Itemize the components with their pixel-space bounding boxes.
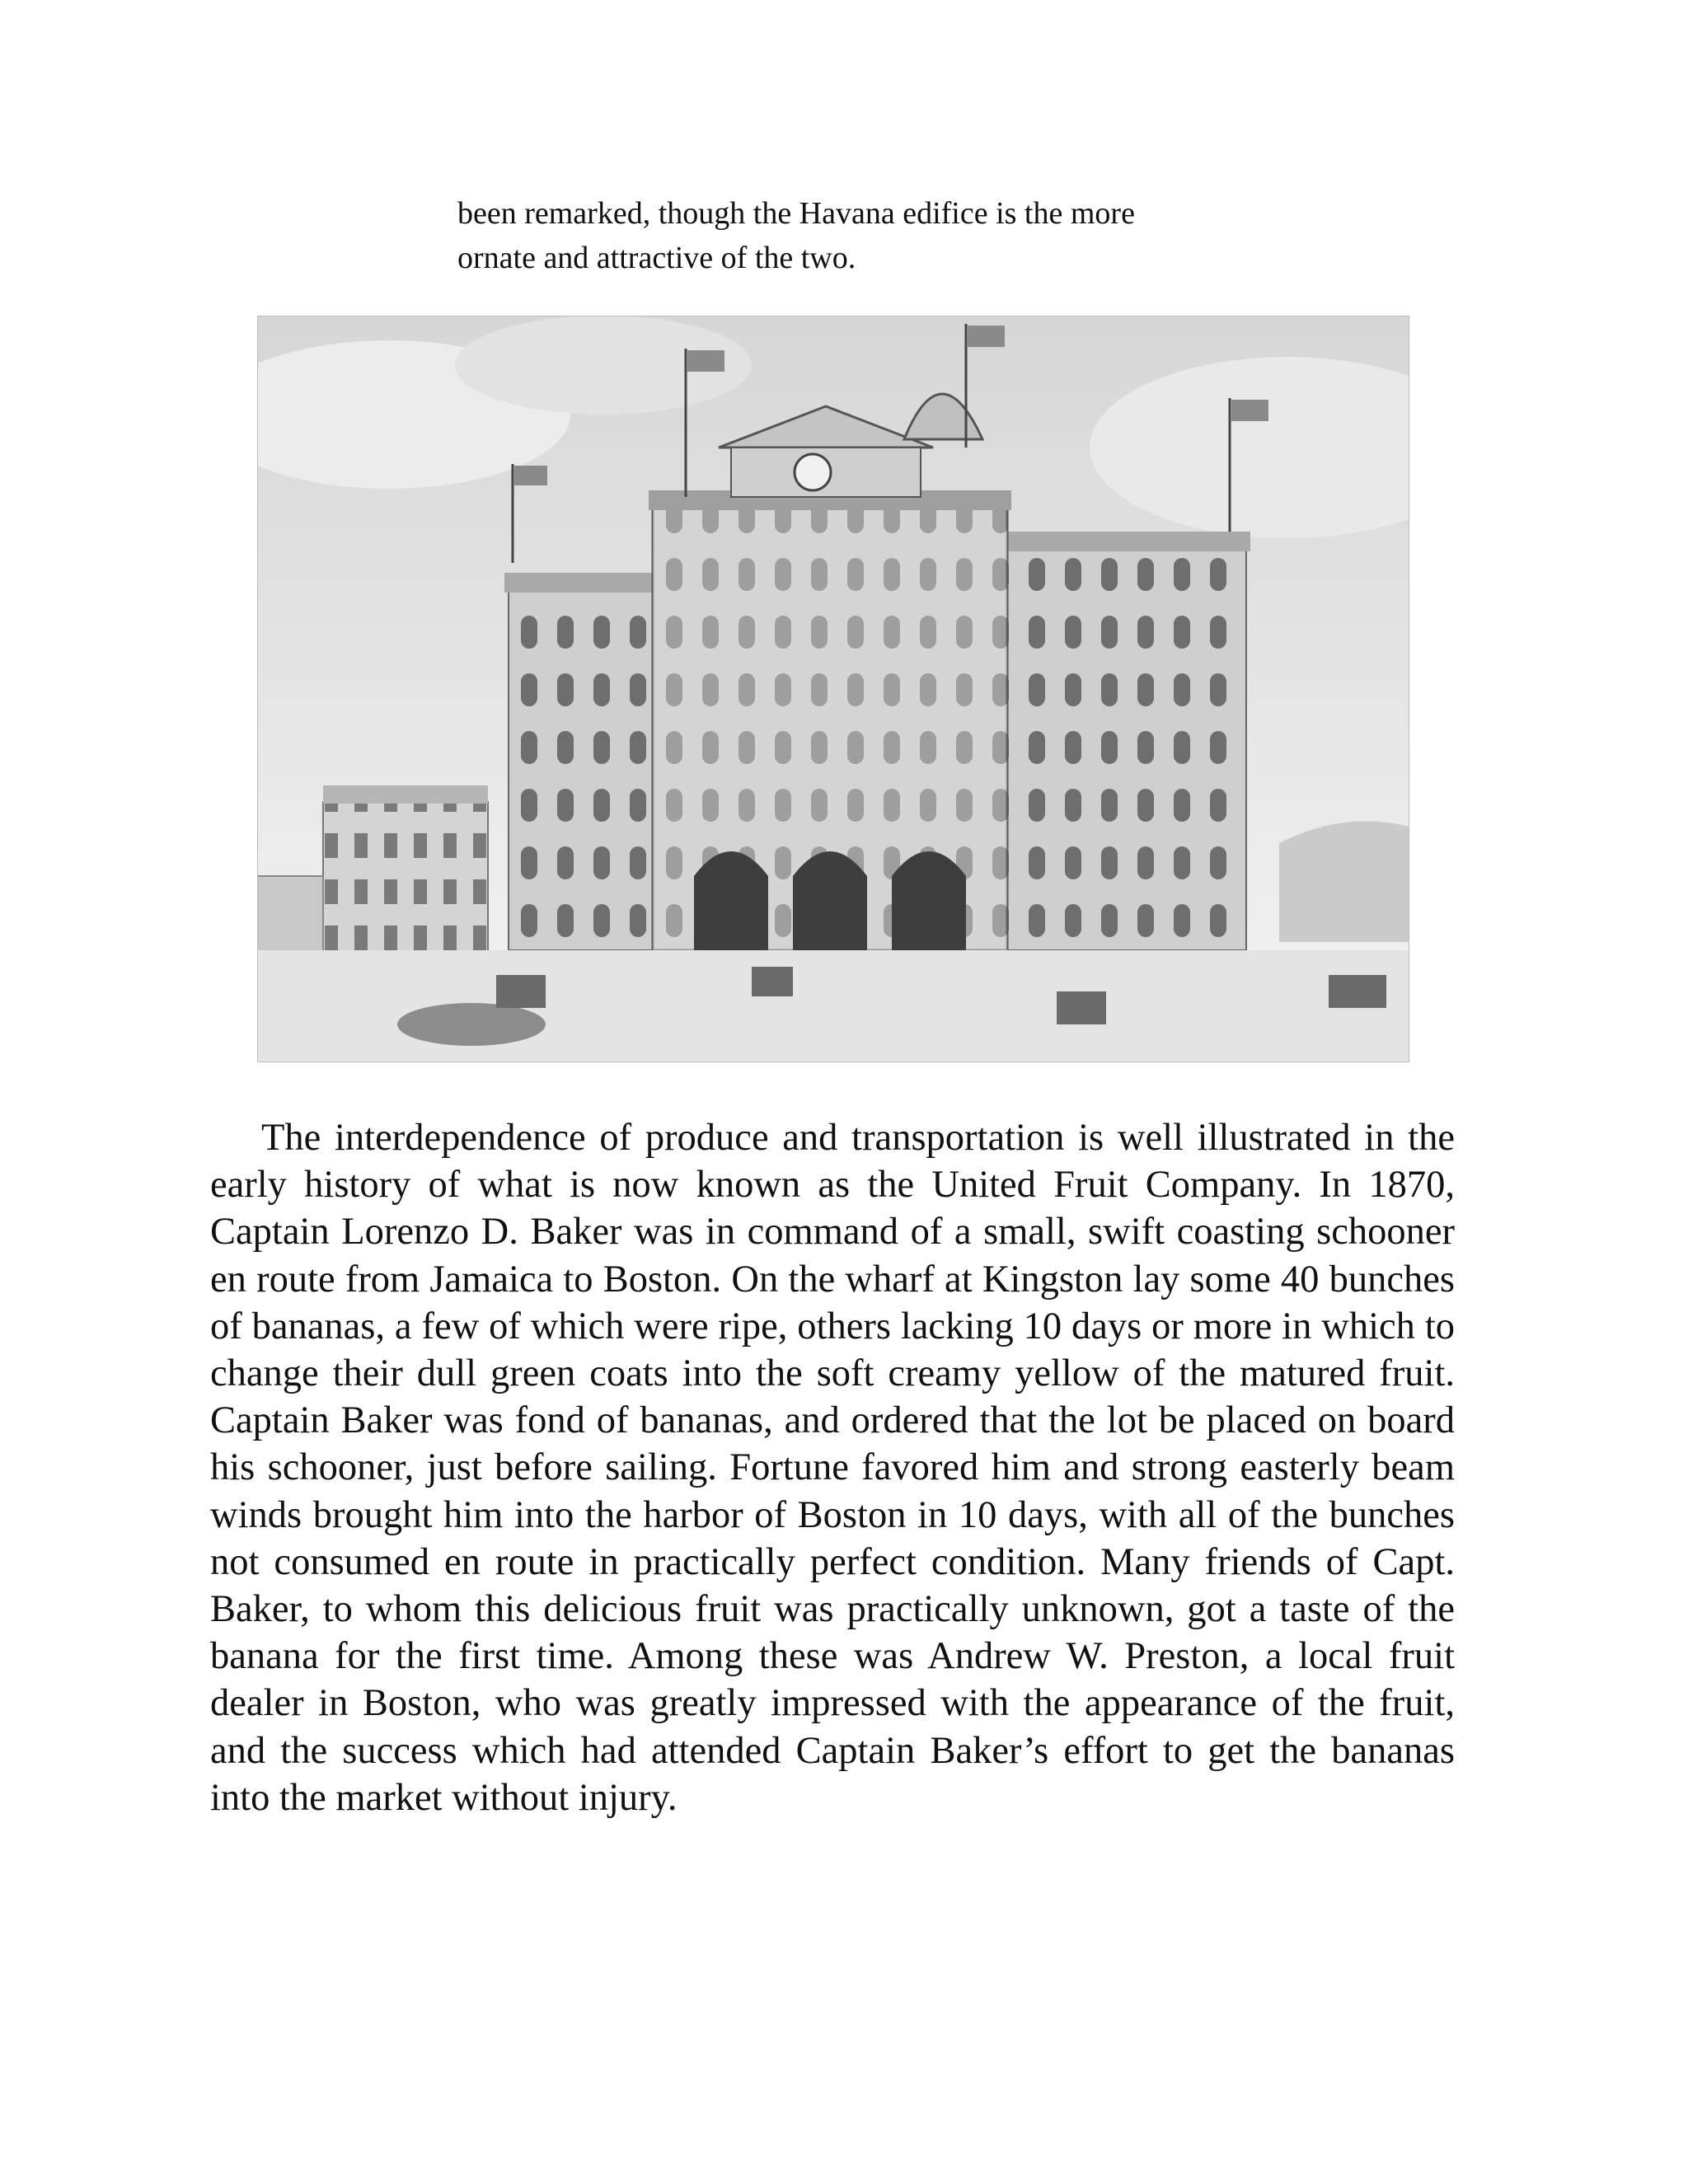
caption-line-1: been remarked, though the Havana edifice is the more [457,196,1135,231]
caption-block [457,191,1249,280]
caption-line-2: ornate and attractive of the two. [457,241,856,275]
paragraph-text: The interdependence of produce and transportation is well illustrated in the early history of what is now known as the United Fruit Company. In 1870, Captain Lorenzo D. Baker was in command of a small, swift coasting schooner en route from Jamaica to Boston. On the wharf at Kingston lay some 40 bunches of bananas, a few of which were ripe, others lacking 10 days or more in which to change their dull green coats into the soft creamy yellow of the matured fruit. Captain Baker was fond of bananas, and ordered that the lot be placed on board his schooner, just before sailing. Fortune favored him and strong easterly beam winds brought him into the harbor of Boston in 10 days, with all of the bunches not consumed en route in practically perfect condition. Many friends of Capt. Baker, to whom this delicious fruit was practically unknown, got a taste of the banana for the first time. Among these was Andrew W. Preston, a local fruit dealer in Boston, who was greatly impressed with the appearance of the fruit, and the success which had attended Captain Baker’s effort to get the bananas into the market without injury. [210,1117,1455,1819]
building-illustration [257,316,1409,1062]
main-paragraph [210,1114,1455,1821]
